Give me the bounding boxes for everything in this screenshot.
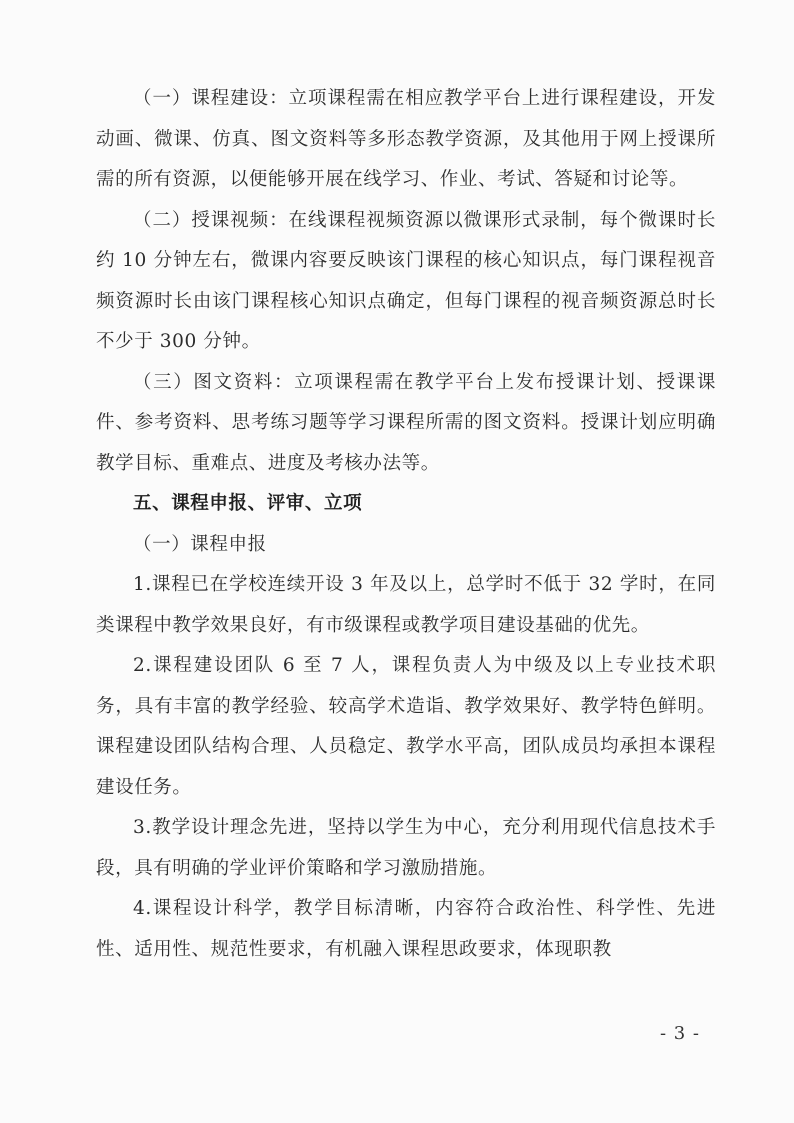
body-text [96,79,716,970]
paragraph-item-3: 3.教学设计理念先进，坚持以学生为中心，充分利用现代信息技术手段，具有明确的学业评价策略和学习激励措施。 [96,817,716,879]
paragraph-item-2: 2.课程建设团队 6 至 7 人，课程负责人为中级及以上专业技术职务，具有丰富的教学经验、较高学术造诣、教学效果好、教学特色鲜明。课程建设团队结构合理、人员稳定、教学水平高，团队成员均承担本课程建设任务。 [96,655,716,798]
section-heading-application-review: 五、课程申报、评审、立项 [133,493,363,514]
paragraph-item-4: 4.课程设计科学，教学目标清晰，内容符合政治性、科学性、先进性、适用性、规范性要求，有机融入课程思政要求，体现职教 [96,898,716,960]
paragraph-item-1: 1.课程已在学校连续开设 3 年及以上，总学时不低于 32 学时，在同类课程中教学效果良好，有市级课程或教学项目建设基础的优先。 [96,574,716,636]
paragraph-teaching-video: （二）授课视频：在线课程视频资源以微课形式录制，每个微课时长约 10 分钟左右，微课内容要反映该门课程的核心知识点，每门课程视音频资源时长由该门课程核心知识点确定，但每门课程的视音频资源总时长不少于 300 分钟。 [96,209,716,352]
page-number: - 3 - [659,1023,700,1044]
paragraph-graphic-materials: （三）图文资料：立项课程需在教学平台上发布授课计划、授课课件、参考资料、思考练习题等学习课程所需的图文资料。授课计划应明确教学目标、重难点、进度及考核办法等。 [96,371,716,474]
subheading-course-application: （一）课程申报 [133,533,267,555]
paragraph-course-construction: （一）课程建设：立项课程需在相应教学平台上进行课程建设，开发动画、微课、仿真、图文资料等多形态教学资源，及其他用于网上授课所需的所有资源，以便能够开展在线学习、作业、考试、答疑和讨论等。 [96,88,716,190]
